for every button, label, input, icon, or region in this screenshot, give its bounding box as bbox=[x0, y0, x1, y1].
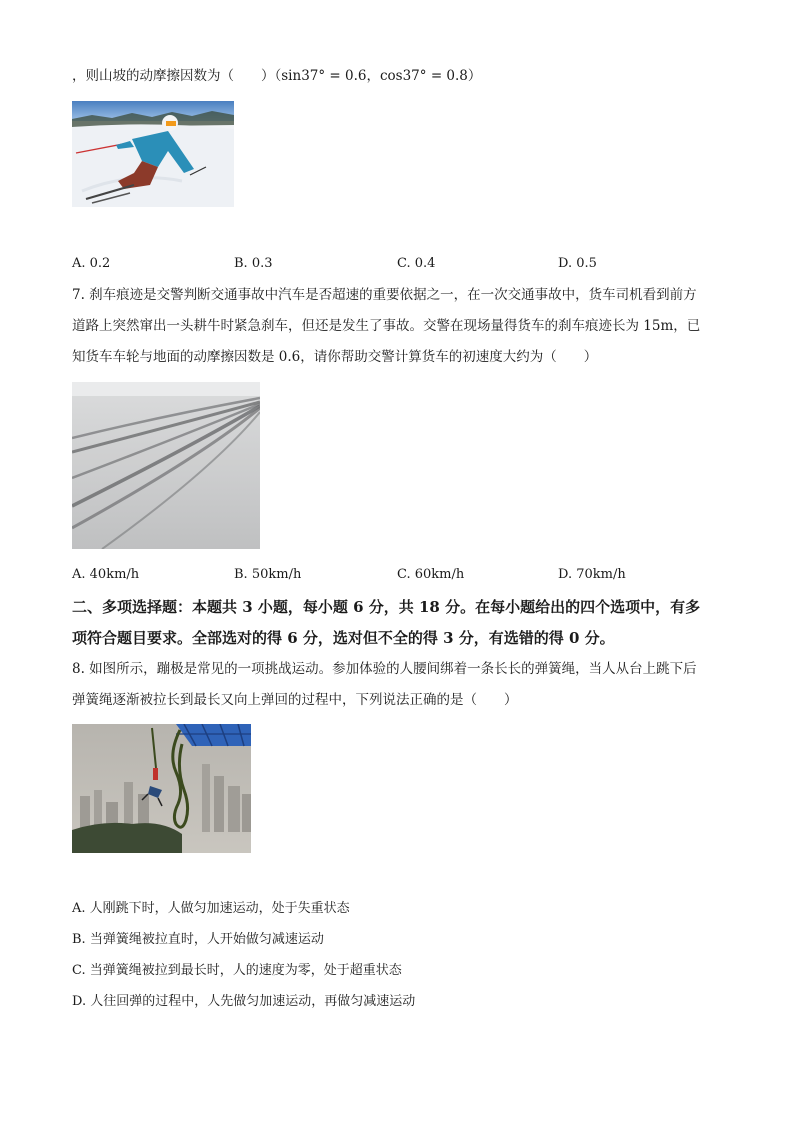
q7-stem-line-2: 道路上突然窜出一头耕牛时紧急刹车，但还是发生了事故。交警在现场量得货车的刹车痕迹长为 15m，已 bbox=[72, 318, 701, 334]
q7-stem-line-1: 7. 刹车痕迹是交警判断交通事故中汽车是否超速的重要依据之一，在一次交通事故中，货车司机看到前方 bbox=[72, 287, 697, 303]
q8-option-b[interactable]: B. 当弹簧绳被拉直时，人开始做匀减速运动 bbox=[72, 932, 324, 947]
q8-stem-line-1: 8. 如图所示，蹦极是常见的一项挑战运动。参加体验的人腰间绑着一条长长的弹簧绳，当人从台上跳下后 bbox=[72, 661, 697, 677]
q6-options bbox=[72, 256, 722, 274]
q7-options bbox=[72, 567, 722, 585]
q6-option-d[interactable]: D. 0.5 bbox=[558, 256, 597, 271]
q8-option-c[interactable]: C. 当弹簧绳被拉到最长时，人的速度为零，处于超重状态 bbox=[72, 963, 402, 978]
q8-option-a[interactable]: A. 人刚跳下时，人做匀加速运动，处于失重状态 bbox=[72, 901, 350, 916]
section-heading-line-2: 项符合题目要求。全部选对的得 6 分，选对但不全的得 3 分，有选错的得 0 分。 bbox=[72, 629, 615, 647]
q6-option-a[interactable]: A. 0.2 bbox=[72, 256, 111, 271]
q8-stem-line-2: 弹簧绳逐渐被拉长到最长又向上弹回的过程中，下列说法正确的是（ ） bbox=[72, 692, 518, 708]
skid-marks-photo bbox=[72, 382, 260, 549]
q7-stem-line-3: 知货车车轮与地面的动摩擦因数是 0.6，请你帮助交警计算货车的初速度大约为（ ） bbox=[72, 349, 598, 365]
q7-option-b[interactable]: B. 50km/h bbox=[234, 567, 302, 582]
bungee-photo bbox=[72, 724, 251, 853]
section-heading-line-1: 二、多项选择题：本题共 3 小题，每小题 6 分，共 18 分。在每小题给出的四个选项中，有多 bbox=[72, 598, 701, 616]
q8-option-d[interactable]: D. 人往回弹的过程中，人先做匀加速运动，再做匀减速运动 bbox=[72, 994, 416, 1009]
q6-option-b[interactable]: B. 0.3 bbox=[234, 256, 273, 271]
q7-option-c[interactable]: C. 60km/h bbox=[397, 567, 465, 582]
q7-option-a[interactable]: A. 40km/h bbox=[72, 567, 140, 582]
q7-option-d[interactable]: D. 70km/h bbox=[558, 567, 626, 582]
q6-option-c[interactable]: C. 0.4 bbox=[397, 256, 436, 271]
q6-stem: ，则山坡的动摩擦因数为（ ）（sin37° = 0.6，cos37° = 0.8） bbox=[72, 68, 482, 84]
skier-photo bbox=[72, 101, 234, 207]
